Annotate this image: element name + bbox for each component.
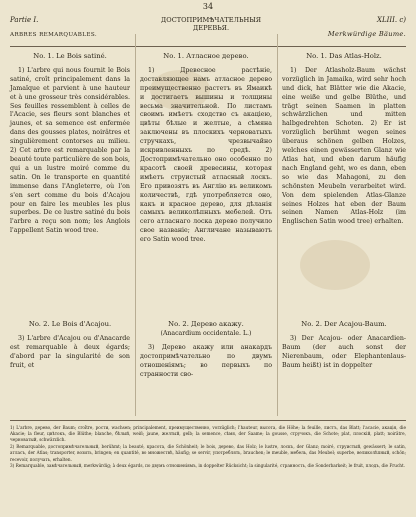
entry-text: 3) Дерево акажу или анакардъ достопримѣчательно по двумъ отношеніямъ; во первыхъ по странности сво- (140, 343, 272, 378)
page-number: 34 (202, 2, 214, 11)
entry-heading: No. 1. Das Atlas-Holz. (306, 52, 382, 60)
section-number: XLIII. c) (376, 16, 406, 24)
category-russian: ДОСТОПРИМѢЧАТЕЛЬНЫЯ ДЕРЕВЬЯ. (160, 16, 262, 32)
entry-heading: No. 2. Дерево акажу. (168, 320, 244, 328)
footnote: 3) Remarquable, замѣчательный, merkwürdig; à deux égards, по двумъ отношеніямъ, in doppelter Rücksicht; la singularité, странность, die Sonderbarkeit; le fruit, плодъ, die Frucht. (10, 463, 405, 469)
entry-text: 3) Der Acajou- oder Anacardien-Baum (der auch sonst der Nierenbaum, oder Elephantenlaus-Baum heißt) ist in doppelter (282, 334, 406, 369)
column-french (10, 320, 130, 371)
section-label: Partie I. (10, 16, 39, 24)
column-german (282, 52, 406, 227)
entry-heading: No. 2. Le Bois d'Acajou. (28, 320, 112, 328)
column-russian (140, 320, 272, 379)
footnote-rule (10, 420, 406, 421)
header-rule (10, 46, 406, 47)
column-divider (277, 34, 278, 416)
entry-text: 1) Древесное растѣніе, доставляющее намъ атласное дерево преимущественно растетъ въ Ямаикѣ и достигаетъ вышины и толщины весьма значительной. По листамъ своимъ имѣетъ сходство съ акаціею, цвѣты бѣлые и желтые, а сѣмяна заключены въ плоскихъ черноватыхъ стручкахъ, чрезвычайно искривленныхъ по средѣ. 2) Достопримѣчательно оно особенно по красотѣ своей древесины, которая имѣетъ струистый атласный лоскъ. Его привозятъ въ Англію въ великомъ количествѣ, гдѣ употребляется оно, какъ и красное дерево, для дѣланія самыхъ великолѣпныхъ мебелей. Отъ сего атласнаго лоска дерево получило свое названіе; Англичане называютъ его Satin wood tree. (140, 66, 272, 244)
entry-text: 1) Der Atlasholz-Baum wächst vorzüglich in Jamaika, wird sehr hoch und dick, hat Blätter wie die Akacie, eine weiße und gelbe Blüthe, und trägt seinen Saamen in platten schwärzlichen und mitten halbgedrehten Schoten. 2) Er ist vorzüglich berühmt wegen seines überaus schönen gelben Holzes, welches einen gewässerten Glanz wie Atlas hat, und eben darum häufig nach England geht, wo es dann, eben so wie das Mahagoni, zu den schönsten Meubeln verarbeitet wird. Von dem spielenden Atlas-Glanze seines Holzes hat eben der Baum seinen Namen Atlas-Holz (im Englischen Satin wood tree) erhalten. (282, 66, 406, 226)
column-russian (140, 52, 272, 245)
footnote: 1) L'arbre, дерево, der Baum; croître, рости, wachsen; principalement, преимущественно, vorzüglich; l'hauteur, высота, die Höhe; la feuille, листъ, das Blatt; l'acacie, акація, die Akacie; la fleur, цвѣтокъ, die Blüthe; blanche, бѣлый, weiß; jaune, желтый, gelb; la semence, сѣмя, der Saame; la gousse, стручокъ, die Schote; plat, плоскій, platt; noirâtre, черноватый, schwärzlich. (10, 425, 406, 443)
footnote: 2) Remarquable, достопримѣчательный, berühmt; la beauté, красота, die Schönheit; le bois, дерево, das Holz; le lustre, лоскъ, der Glanz; moiré, струистый, gewässert; le satin, атласъ, der Atlas; transporter, возить, bringen; en quantité, во множествѣ, häufig; se servir, употреблять, brauchen; le meuble, мебель, das Meubel; superbe, великолѣпный, schön; recevoir, получать, erhalten. (10, 444, 406, 462)
entry-text: 3) L'arbre d'Acajou ou d'Anacarde est remarquable à deux égards; d'abord par la singularité de son fruit, et (10, 334, 130, 369)
entry-text: 1) L'arbre qui nous fournit le Bois satiné, croît principalement dans la Jamaïque et parvient à une hauteur et à une grosseur très considérables. Ses feuilles ressemblent à celles de l'Acacie, ses fleurs sont blanches et jaunes, et sa semence est enfermée dans des gousses plates, noirâtres et singulièrement contorses au milieu. 2) Cet arbre est remarquable par la beauté toute particulière de son bois, qui a un lustre moiré comme du satin. On le transporte en quantité immense dans l'Angleterre, où l'on s'en sert comme du bois d'Acajou pour en faire les meubles les plus superbes. De ce lustre satiné du bois l'arbre a reçu son nom; les Anglois l'appellent Satin wood tree. (10, 66, 130, 235)
entry-heading: No. 2. Der Acajou-Baum. (301, 320, 387, 328)
column-french (10, 52, 130, 236)
footnotes (10, 425, 406, 470)
entry-subheading: (Anacardium occidentale. L.) (160, 329, 252, 337)
category-german: Merkwürdige Bäume. (327, 30, 406, 38)
category-french: ARBRES REMARQUABLES. (10, 32, 98, 38)
entry-heading: No. 1. Атласное дерево. (163, 52, 249, 60)
paper-stain (300, 240, 370, 290)
column-divider (135, 34, 136, 416)
entry-heading: No. 1. Le Bois satiné. (33, 52, 107, 60)
column-german (282, 320, 406, 371)
